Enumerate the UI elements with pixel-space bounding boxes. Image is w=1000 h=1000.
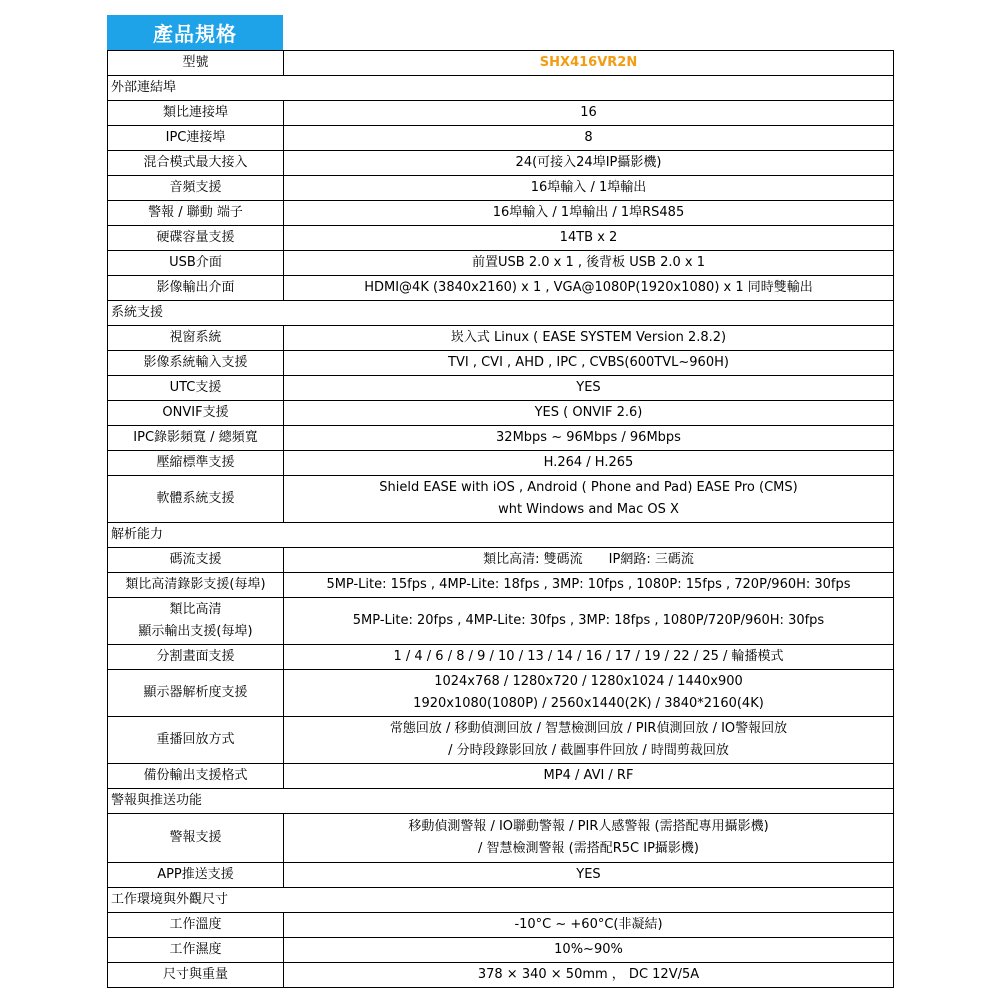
- row-value: TVI , CVI , AHD , IPC , CVBS(600TVL~960H): [284, 351, 894, 376]
- row-value: H.264 / H.265: [284, 451, 894, 476]
- row-value: 崁入式 Linux ( EASE SYSTEM Version 2.8.2): [284, 326, 894, 351]
- table-row: [108, 764, 894, 789]
- row-label: 類比高清錄影支援(每埠): [108, 573, 284, 598]
- row-label: 型號: [108, 51, 284, 76]
- row-label: 備份輸出支援格式: [108, 764, 284, 789]
- spec-table: [107, 50, 894, 988]
- row-label: 警報 / 聯動 端子: [108, 201, 284, 226]
- row-value: 378 × 340 × 50mm ， DC 12V/5A: [284, 963, 894, 988]
- value-line: wht Windows and Mac OS X: [498, 502, 679, 517]
- row-value: 10%~90%: [284, 938, 894, 963]
- row-label: [108, 598, 284, 645]
- row-value: MP4 / AVI / RF: [284, 764, 894, 789]
- table-row: [108, 401, 894, 426]
- value-line: 常態回放 / 移動偵測回放 / 智慧檢測回放 / PIR偵測回放 / IO警報回放: [389, 721, 788, 736]
- value-line: Shield EASE with iOS , Android ( Phone and Pad) EASE Pro (CMS): [379, 480, 798, 495]
- section-title-ports: 外部連結埠: [108, 76, 894, 101]
- row-label: 壓縮標準支援: [108, 451, 284, 476]
- table-row: [108, 573, 894, 598]
- row-value: 16埠輸入 / 1埠輸出 / 1埠RS485: [284, 201, 894, 226]
- table-row: [108, 151, 894, 176]
- value-line: 1024x768 / 1280x720 / 1280x1024 / 1440x900: [434, 674, 743, 689]
- table-row: [108, 670, 894, 717]
- section-title-system: 系統支援: [108, 301, 894, 326]
- row-label: 混合模式最大接入: [108, 151, 284, 176]
- table-row: [108, 913, 894, 938]
- row-label: 分割畫面支援: [108, 645, 284, 670]
- model-value: SHX416VR2N: [284, 51, 894, 76]
- row-value: 5MP-Lite: 20fps , 4MP-Lite: 30fps , 3MP: 18fps , 1080P/720P/960H: 30fps: [284, 598, 894, 645]
- label-line: 顯示輸出支援(每埠): [138, 624, 253, 639]
- row-value: 16: [284, 101, 894, 126]
- row-value: 14TB x 2: [284, 226, 894, 251]
- row-value: [284, 670, 894, 717]
- row-label: 音頻支援: [108, 176, 284, 201]
- table-row: [108, 863, 894, 888]
- row-label: IPC連接埠: [108, 126, 284, 151]
- section-row: [108, 301, 894, 326]
- section-title-env: 工作環境與外觀尺寸: [108, 888, 894, 913]
- section-row: [108, 789, 894, 814]
- table-row: [108, 126, 894, 151]
- row-label: 硬碟容量支援: [108, 226, 284, 251]
- value-line: 移動偵測警報 / IO聯動警報 / PIR人感警報 (需搭配專用攝影機): [408, 819, 769, 834]
- row-value: [284, 717, 894, 764]
- table-row: [108, 51, 894, 76]
- value-line: / 分時段錄影回放 / 截圖事件回放 / 時間剪裁回放: [448, 743, 729, 758]
- section-row: [108, 76, 894, 101]
- table-row: [108, 717, 894, 764]
- table-row: [108, 101, 894, 126]
- table-row: [108, 426, 894, 451]
- table-row: [108, 938, 894, 963]
- row-label: IPC錄影頻寬 / 總頻寬: [108, 426, 284, 451]
- row-value: [284, 814, 894, 863]
- row-value: 1 / 4 / 6 / 8 / 9 / 10 / 13 / 14 / 16 / 17 / 19 / 22 / 25 / 輪播模式: [284, 645, 894, 670]
- table-row: [108, 645, 894, 670]
- table-row: [108, 548, 894, 573]
- table-row: [108, 276, 894, 301]
- table-row: [108, 201, 894, 226]
- section-row: [108, 888, 894, 913]
- row-label: 尺寸與重量: [108, 963, 284, 988]
- row-value: -10°C ~ +60°C(非凝結): [284, 913, 894, 938]
- row-value: YES: [284, 376, 894, 401]
- row-value: YES: [284, 863, 894, 888]
- table-row: [108, 476, 894, 523]
- value-line: 1920x1080(1080P) / 2560x1440(2K) / 3840*2160(4K): [413, 696, 764, 711]
- row-value: 24(可接入24埠IP攝影機): [284, 151, 894, 176]
- table-row: [108, 326, 894, 351]
- table-row: [108, 451, 894, 476]
- row-label: APP推送支援: [108, 863, 284, 888]
- table-row: [108, 376, 894, 401]
- row-label: 工作溫度: [108, 913, 284, 938]
- row-label: 重播回放方式: [108, 717, 284, 764]
- label-line: 類比高清: [169, 602, 222, 617]
- row-label: 軟體系統支援: [108, 476, 284, 523]
- row-label: 碼流支援: [108, 548, 284, 573]
- table-row: [108, 598, 894, 645]
- row-label: 工作濕度: [108, 938, 284, 963]
- table-row: [108, 814, 894, 863]
- row-label: UTC支援: [108, 376, 284, 401]
- section-title-resolution: 解析能力: [108, 523, 894, 548]
- table-row: [108, 963, 894, 988]
- value-line: / 智慧檢測警報 (需搭配R5C IP攝影機): [478, 841, 699, 856]
- row-value: 類比高清: 雙碼流 IP網路: 三碼流: [284, 548, 894, 573]
- row-label: USB介面: [108, 251, 284, 276]
- row-label: 視窗系統: [108, 326, 284, 351]
- row-value: [284, 476, 894, 523]
- spec-header-tab: 產品規格: [107, 15, 283, 50]
- row-label: 類比連接埠: [108, 101, 284, 126]
- table-row: [108, 176, 894, 201]
- row-label: 影像輸出介面: [108, 276, 284, 301]
- row-label: 影像系統輸入支援: [108, 351, 284, 376]
- row-value: YES ( ONVIF 2.6): [284, 401, 894, 426]
- row-value: 前置USB 2.0 x 1 , 後背板 USB 2.0 x 1: [284, 251, 894, 276]
- row-label: 顯示器解析度支援: [108, 670, 284, 717]
- row-value: HDMI@4K (3840x2160) x 1 , VGA@1080P(1920x1080) x 1 同時雙輸出: [284, 276, 894, 301]
- row-value: 5MP-Lite: 15fps , 4MP-Lite: 18fps , 3MP: 10fps , 1080P: 15fps , 720P/960H: 30fps: [284, 573, 894, 598]
- row-value: 32Mbps ~ 96Mbps / 96Mbps: [284, 426, 894, 451]
- row-value: 16埠輸入 / 1埠輸出: [284, 176, 894, 201]
- section-row: [108, 523, 894, 548]
- row-value: 8: [284, 126, 894, 151]
- row-label: 警報支援: [108, 814, 284, 863]
- table-row: [108, 251, 894, 276]
- table-row: [108, 226, 894, 251]
- section-title-alarm: 警報與推送功能: [108, 789, 894, 814]
- row-label: ONVIF支援: [108, 401, 284, 426]
- table-row: [108, 351, 894, 376]
